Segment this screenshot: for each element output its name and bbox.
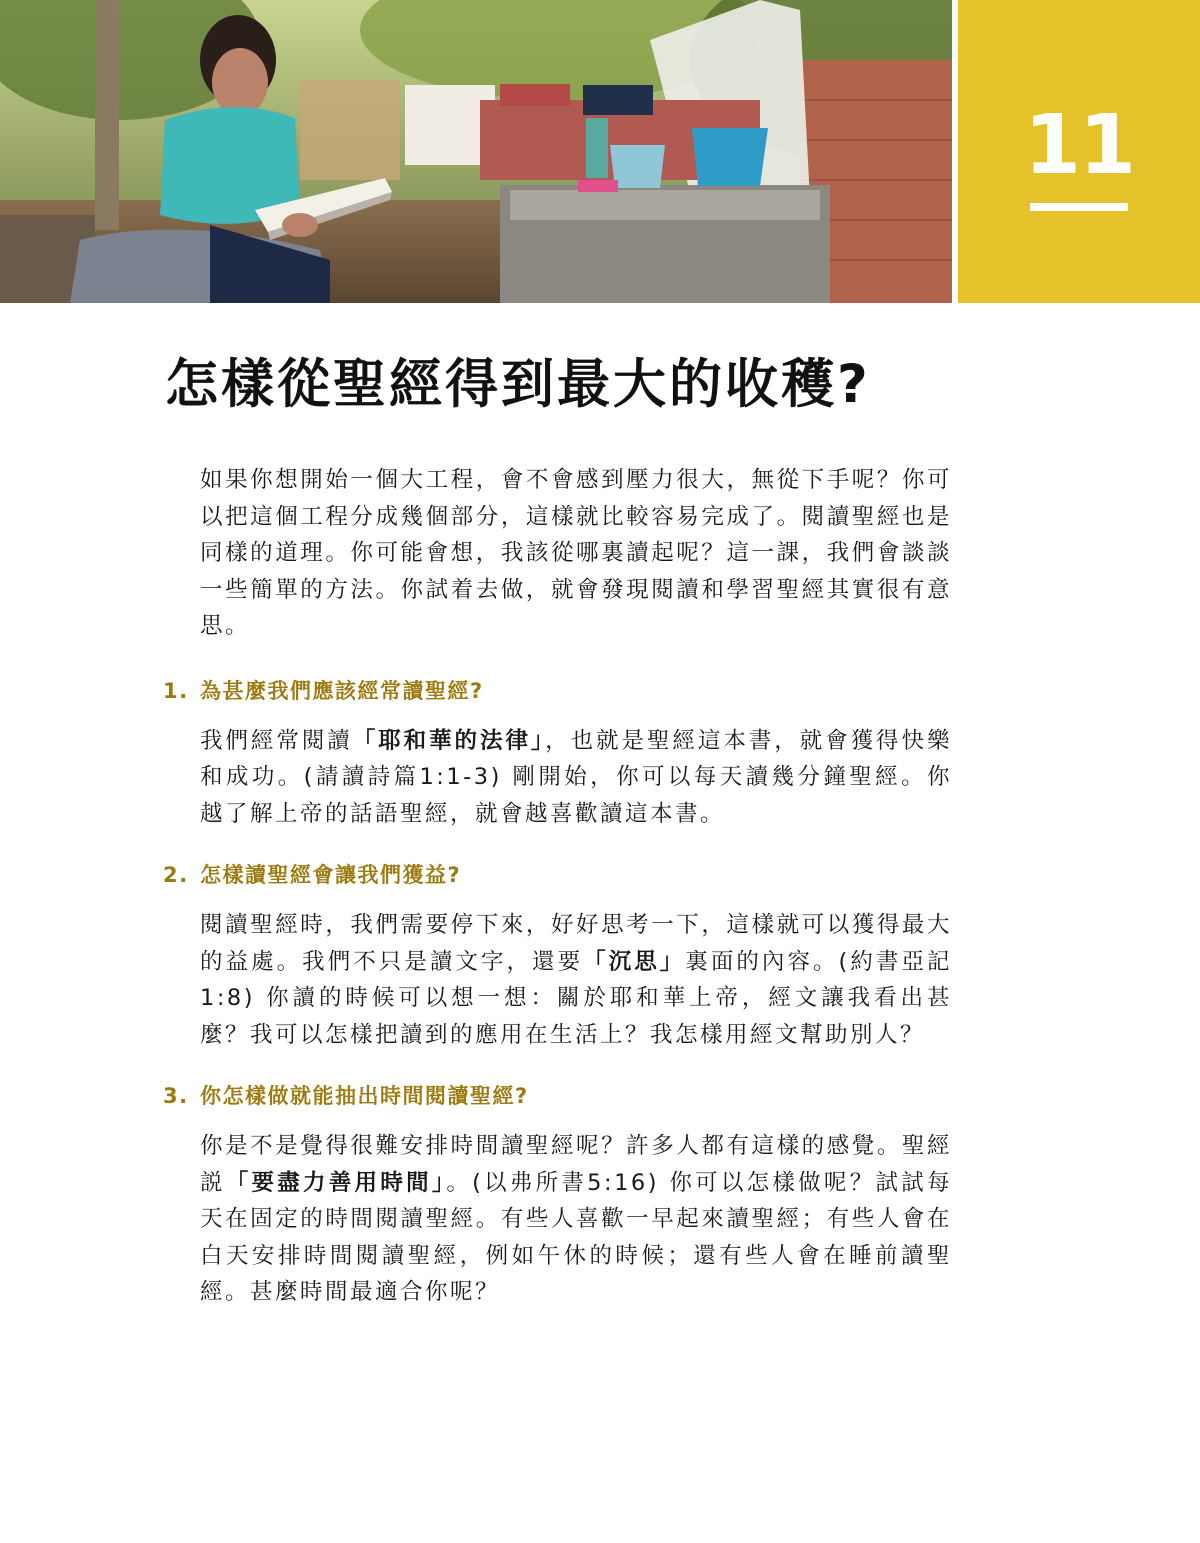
lesson-number-underline: [1030, 203, 1128, 211]
question-number: 1.: [163, 678, 189, 703]
emphasis-quote: 「要盡力善用時間」: [225, 1169, 447, 1196]
question-text: 你怎樣做就能抽出時間閱讀聖經?: [200, 1084, 529, 1108]
section-1: [163, 673, 952, 833]
answer-text: 你是不是覺得很難安排時間讀聖經呢？許多人都有這樣的感覺。聖經説: [200, 1133, 952, 1196]
emphasis-quote: 「沉思」: [583, 948, 686, 975]
lesson-content: [163, 462, 952, 1336]
question-heading: [163, 857, 952, 893]
question-number: 2.: [163, 863, 189, 887]
question-text: 怎樣讀聖經會讓我們獲益?: [200, 863, 462, 887]
question-heading: [163, 1078, 952, 1114]
intro-paragraph: 如果你想開始一個大工程，會不會感到壓力很大，無從下手呢？你可以把這個工程分成幾個部分，這樣就比較容易完成了。閱讀聖經也是同樣的道理。你可能會想，我該從哪裏讀起呢？這一課，我們會談談一些簡單的方法。你試着去做，就會發現閱讀和學習聖經其實很有意思。: [200, 467, 952, 639]
answer-text: 。(以弗所書5:16) 你可以怎樣做呢？試試每天在固定的時間閱讀聖經。有些人喜歡一早起來讀聖經；有些人會在白天安排時間閱讀聖經，例如午休的時候；還有些人會在睡前讀聖經。甚麼時間最適合你呢？: [200, 1169, 952, 1305]
answer-text: 裏面的內容。(約書亞記1:8) 你讀的時候可以想一想：關於耶和華上帝，經文讓我看出甚麼？我可以怎樣把讀到的應用在生活上？我怎樣用經文幫助別人？: [200, 948, 952, 1048]
section-2: [163, 857, 952, 1053]
answer-paragraph: [200, 1128, 952, 1311]
answer-text: 閱讀聖經時，我們需要停下來，好好思考一下，這樣就可以獲得最大的益處。我們不只是讀文字，還要: [200, 912, 952, 975]
hero-illustration: [0, 0, 952, 303]
question-heading: [163, 673, 952, 709]
answer-paragraph: [200, 723, 952, 833]
lesson-number: 11: [1023, 98, 1135, 193]
lesson-number-tab: [958, 0, 1200, 303]
question-text: 為甚麼我們應該經常讀聖經?: [200, 678, 484, 703]
page-title: 怎樣從聖經得到最大的收穫?: [165, 354, 871, 415]
emphasis-quote: 「耶和華的法律」: [352, 727, 546, 754]
hero-photo: [0, 0, 952, 303]
answer-text: 我們經常閱讀: [200, 727, 353, 754]
section-3: [163, 1078, 952, 1311]
answer-paragraph: [200, 907, 952, 1053]
answer-text: ，也就是聖經這本書，就會獲得快樂和成功。(請讀詩篇1:1-3) 剛開始，你可以每天讀幾分鐘聖經。你越了解上帝的話語聖經，就會越喜歡讀這本書。: [200, 727, 952, 827]
question-number: 3.: [163, 1084, 189, 1108]
